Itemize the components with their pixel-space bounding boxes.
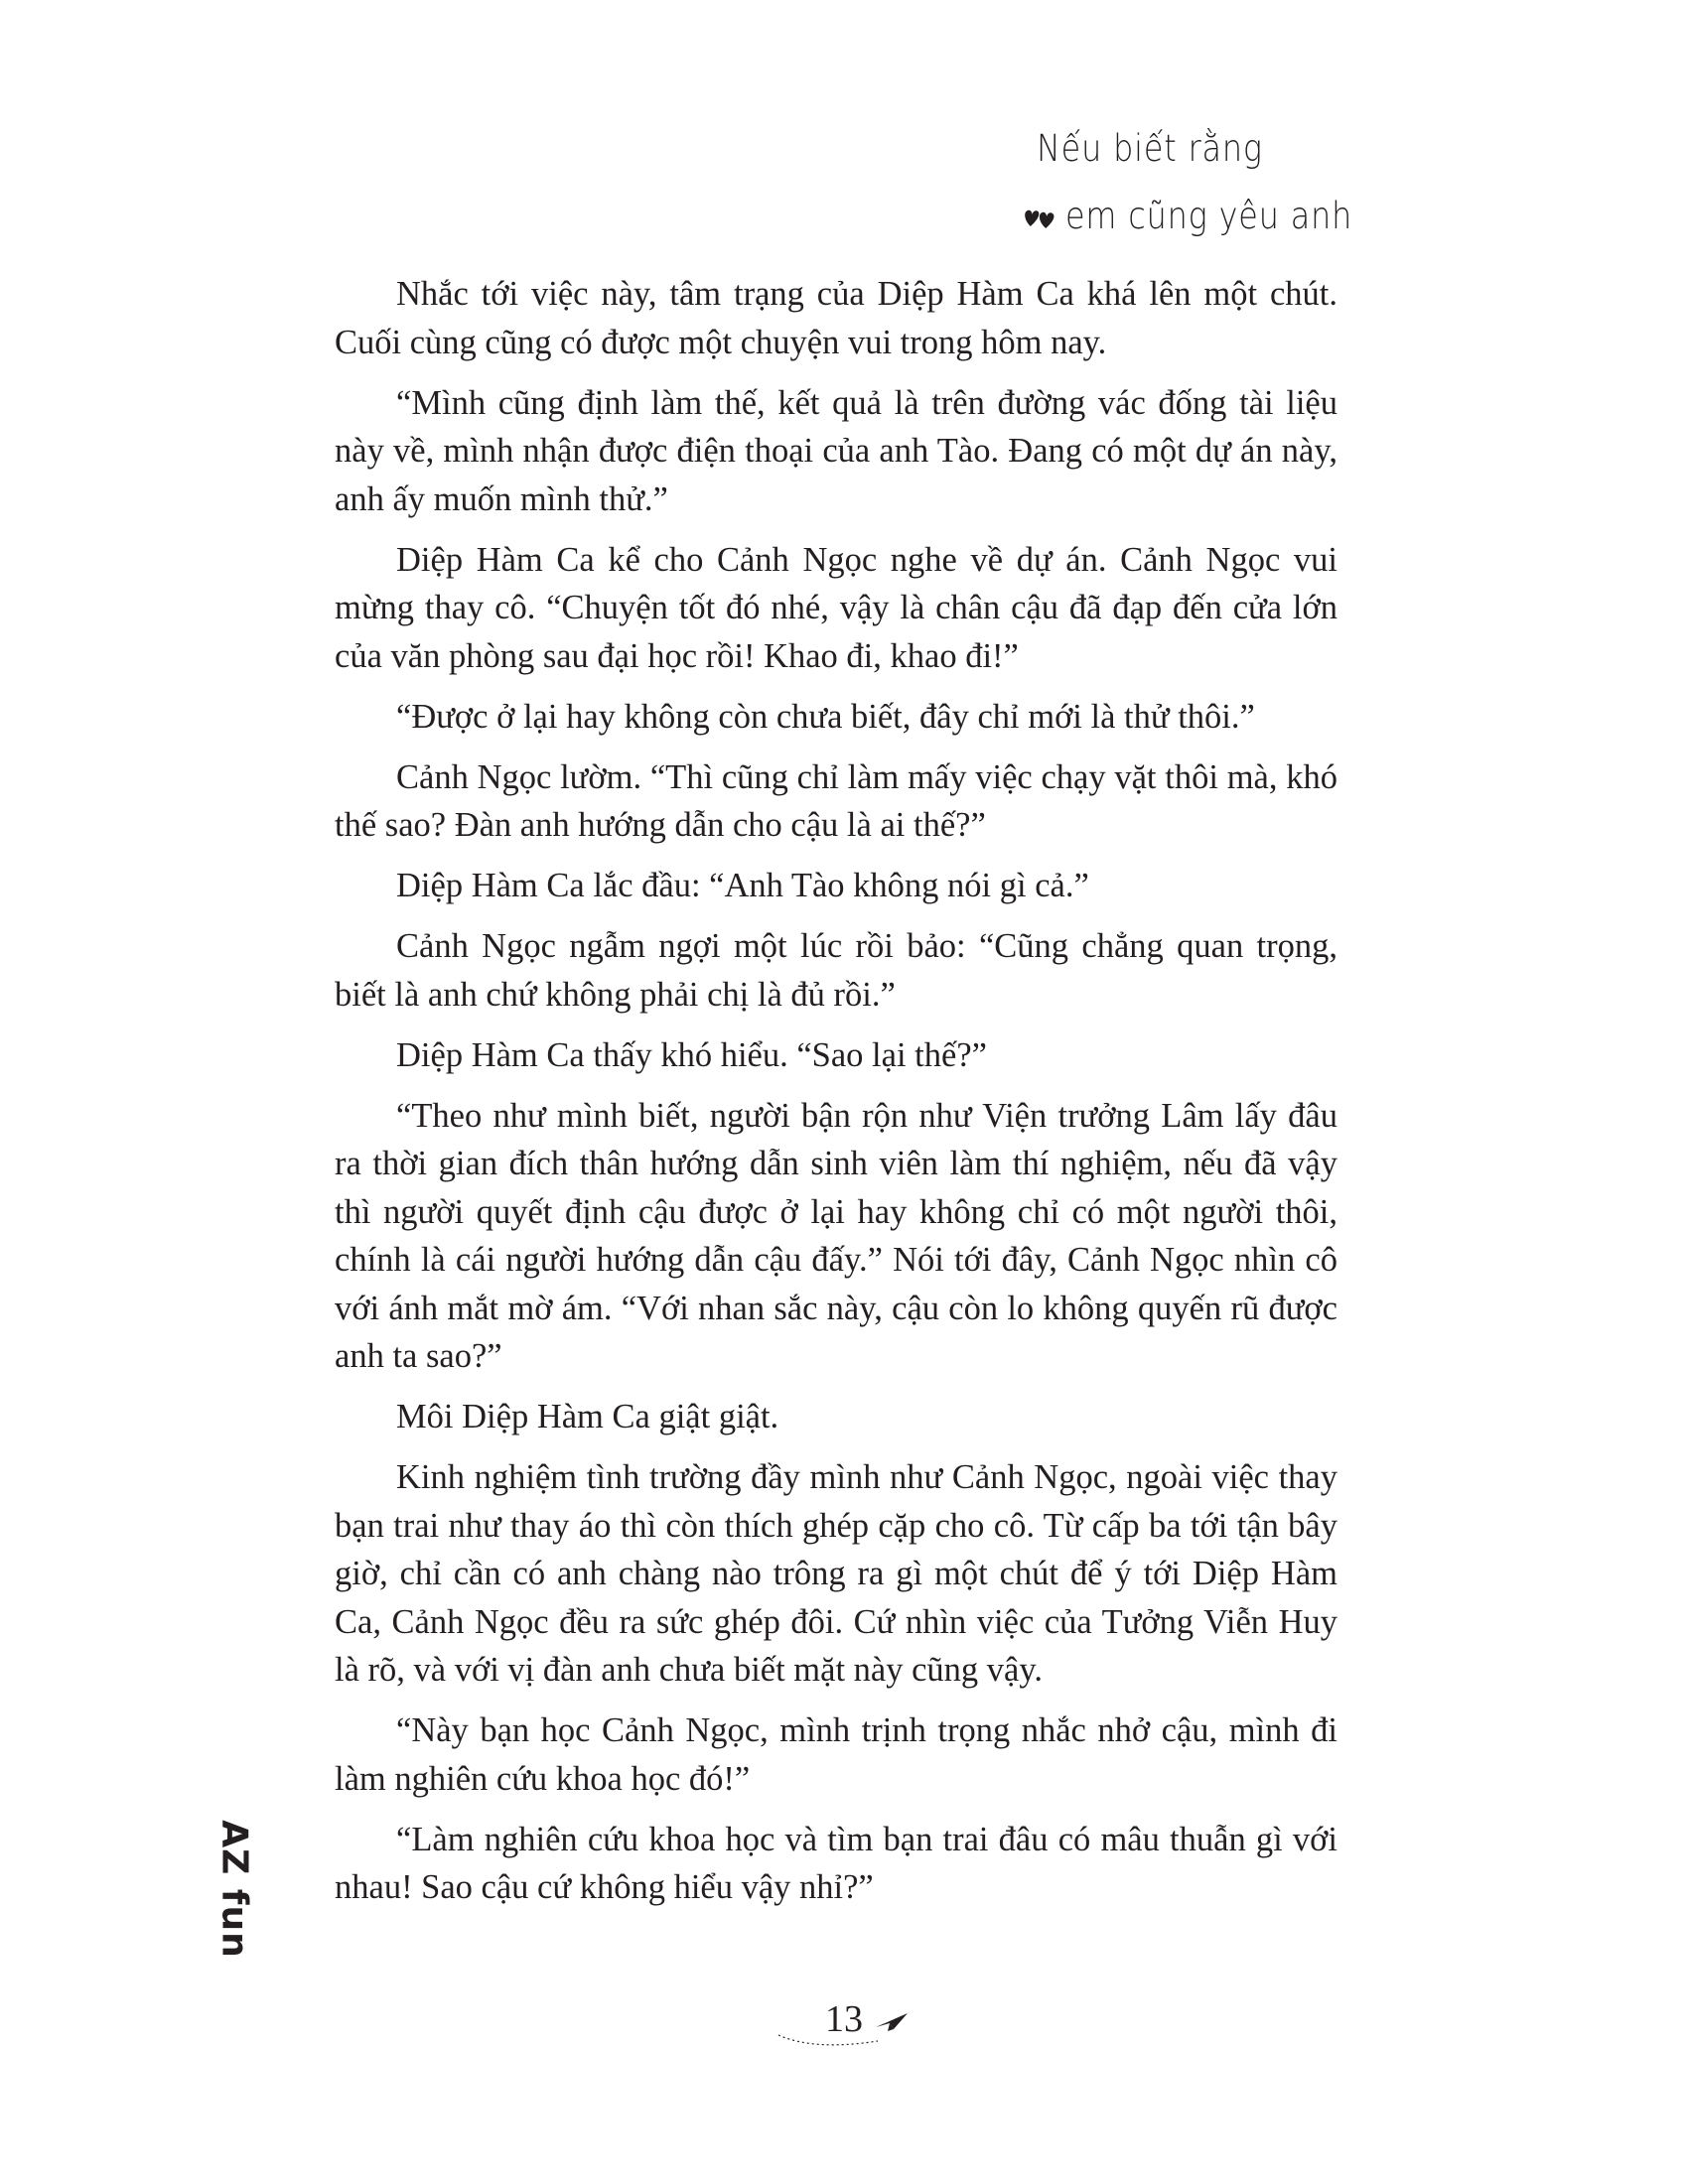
paper-plane-icon (874, 2009, 910, 2033)
publisher-logo (212, 1820, 256, 1959)
body-text (335, 270, 1337, 1924)
header-title-line1: Nếu biết rằng (1037, 127, 1263, 170)
paragraph: “Theo như mình biết, người bận rộn như Viện trưởng Lâm lấy đâu ra thời gian đích thân hướng dẫn sinh viên làm thí nghiệm, nếu đã vậy thì người quyết định cậu được ở lại hay không chỉ có một người thôi, chính là cái người hướng dẫn cậu đấy.” Nói tới đây, Cảnh Ngọc nhìn cô với ánh mắt mờ ám. “Với nhan sắc này, cậu còn lo không quyến rũ được anh ta sao?” (335, 1096, 1337, 1375)
header-title-line2 (1023, 195, 1352, 237)
paragraph: “Làm nghiên cứu khoa học và tìm bạn trai đâu có mâu thuẫn gì với nhau! Sao cậu cứ không hiểu vậy nhỉ?” (335, 1820, 1337, 1906)
paragraph: Diệp Hàm Ca thấy khó hiểu. “Sao lại thế?” (396, 1035, 987, 1074)
paragraph: Môi Diệp Hàm Ca giật giật. (396, 1398, 779, 1435)
publisher-logo-text: AZ fun (213, 1820, 255, 1959)
paragraph: “Được ở lại hay không còn chưa biết, đây chỉ mới là thử thôi.” (396, 697, 1255, 736)
paragraph: “Này bạn học Cảnh Ngọc, mình trịnh trọng nhắc nhở cậu, mình đi làm nghiên cứu khoa học đó!” (335, 1711, 1337, 1798)
paragraph: Cảnh Ngọc lườm. “Thì cũng chỉ làm mấy việc chạy vặt thôi mà, khó thế sao? Đàn anh hướng dẫn cho cậu là ai thế?” (335, 757, 1337, 844)
paragraph: Diệp Hàm Ca kể cho Cảnh Ngọc nghe về dự án. Cảnh Ngọc vui mừng thay cô. “Chuyện tốt đó nhé, vậy là chân cậu đã đạp đến cửa lớn của văn phòng sau đại học rồi! Khao đi, khao đi!” (335, 540, 1337, 675)
dotted-swoosh-decoration (774, 2031, 884, 2051)
hearts-icon (1023, 205, 1058, 232)
paragraph: Cảnh Ngọc ngẫm ngợi một lúc rồi bảo: “Cũng chẳng quan trọng, biết là anh chứ không phải chị là đủ rồi.” (335, 927, 1337, 1014)
paragraph: Diệp Hàm Ca lắc đầu: “Anh Tào không nói gì cả.” (396, 867, 1089, 904)
running-header (1023, 127, 1400, 266)
paragraph: “Mình cũng định làm thế, kết quả là trên đường vác đống tài liệu này về, mình nhận được điện thoại của anh Tào. Đang có một dự án này, anh ấy muốn mình thử.” (335, 383, 1337, 518)
page-number: 13 (825, 1998, 863, 2040)
paragraph: Kinh nghiệm tình trường đầy mình như Cảnh Ngọc, ngoài việc thay bạn trai như thay áo thì còn thích ghép cặp cho cô. Từ cấp ba tới tận bây giờ, chỉ cần có anh chàng nào trông ra gì một chút để ý tới Diệp Hàm Ca, Cảnh Ngọc đều ra sức ghép đôi. Cứ nhìn việc của Tưởng Viễn Huy là rõ, và với vị đàn anh chưa biết mặt này cũng vậy. (335, 1458, 1337, 1689)
paragraph: Nhắc tới việc này, tâm trạng của Diệp Hàm Ca khá lên một chút. Cuối cùng cũng có được một chuyện vui trong hôm nay. (335, 275, 1337, 361)
header-title-line2-text: em cũng yêu anh (1065, 195, 1353, 237)
